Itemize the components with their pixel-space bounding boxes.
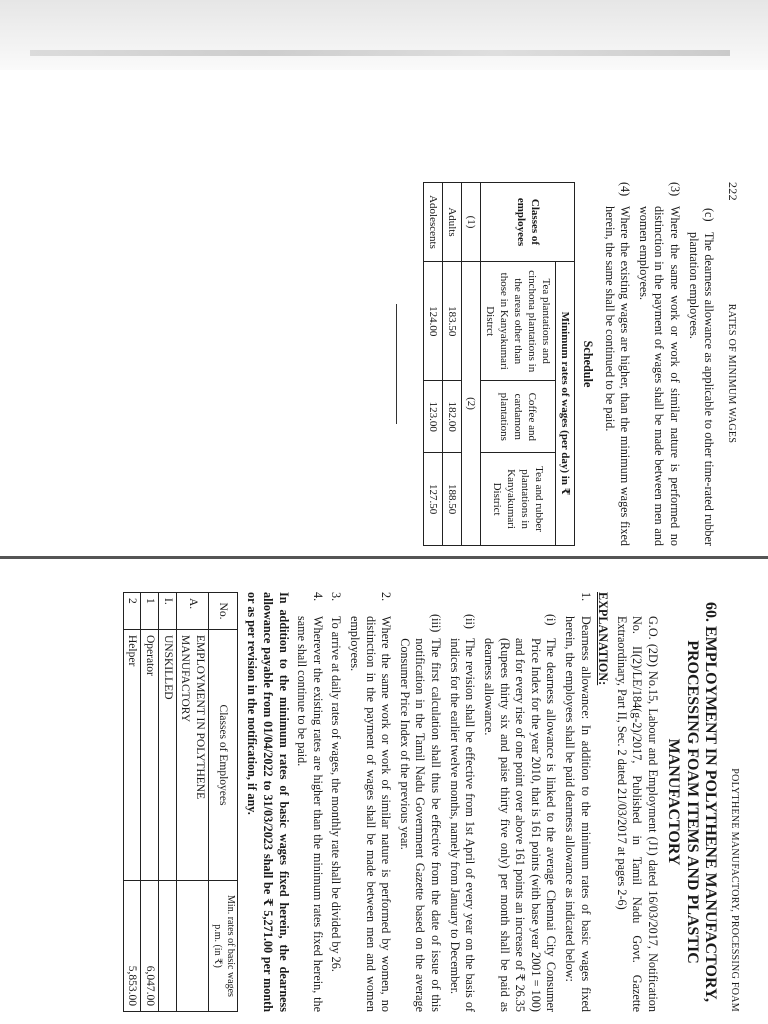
sub-header-tea-cinchona: Tea plantations and cinchona plantations in the areas other than those in Kanyakumari Distrct — [480, 262, 555, 381]
wages-table — [123, 592, 238, 1012]
paragraph-3: (3) Where the same work or work of similar nature is performed no distinction in the payment of wages shall be made between men and women employees. — [636, 182, 682, 546]
col-min-rates: Min. rates of basic wages p.m. (in ₹) — [209, 881, 238, 1012]
upper-running-head — [724, 182, 740, 546]
table-row: 2 Helper 5,853.00 — [123, 593, 141, 1012]
explanation-sub-iii: (iii) The first calculation shall thus be effective from the date of issue of this notification in the Tamil Nadu Government Gazette based on the average Consumer Price Index of the previous year. — [397, 614, 444, 1012]
table-row: I. UNSKILLED — [159, 593, 177, 1012]
table-row: Adolescents 124.00 123.00 127.50 — [423, 183, 442, 546]
upper-page — [200, 182, 740, 546]
dearness-allowance-note: In addition to the minimum rates of basic wages fixed herein, the dearness allowance payable from 01/04/2022 to 31/03/2023 shall be ₹ 5,271.00 per month or as per revision in the notification, if any. — [245, 592, 291, 1012]
section-title: 60. EMPLOYMENT IN POLYTHENE MANUFACTORY, PROCESSING FOAM ITEMS AND PLASTIC MANUFACTORY — [665, 601, 720, 1003]
schedule-title: Schedule — [580, 340, 595, 388]
page-top-shadow — [0, 0, 768, 70]
explanation-item-3: 3. To arrive at daily rates of wages, the monthly rate shall be divided by 26. — [329, 592, 344, 972]
table-row: 1 Operator 6,047.00 — [141, 593, 159, 1012]
sub-header-coffee-cardamom: Coffee and cardamom plantations — [480, 381, 555, 453]
page-number: 222 — [726, 182, 740, 201]
end-rule — [396, 304, 397, 424]
explanation-item-4: 4. Wherever the existing rates are higher than the minimum rates fixed herein, the same shall continue to be paid. — [295, 592, 325, 1012]
paragraph-c: (c) The dearness allowance as applicable to other time-rated rubber plantation employees. — [686, 208, 717, 546]
book-spine-line — [0, 556, 768, 559]
paragraph-4: (4) Where the existing wages are higher, than the minimum wages fixed herein, the same shall be continued to be paid. — [602, 182, 633, 546]
scan-edge-stroke — [30, 50, 730, 56]
explanation-heading: EXPLANATION: — [596, 592, 611, 686]
running-head-title: RATES OF MINIMUM WAGES — [726, 303, 737, 444]
table-row: Adults 183.50 182.00 188.50 — [442, 183, 461, 546]
col-minimum-rates: Minimum rates of wages (per day) in ₹ — [556, 262, 575, 546]
lower-running-head — [727, 592, 740, 1012]
schedule-table — [423, 182, 576, 546]
explanation-item-1: 1. Dearness allowance: In addition to the minimum rates of basic wages fixed herein, the employees shall be paid dearness allowance as indicated below: — [562, 592, 593, 1012]
explanation-item-2: 2. Where the same work or work of similar nature is performed by women, no distinction in the payment of wages shall be made between men and women employees. — [348, 592, 394, 1012]
sub-header-tea-rubber: Tea and rubber plantations in Kanyakumari District — [480, 453, 555, 546]
col-no: No. — [209, 593, 238, 630]
lower-page — [126, 592, 740, 1012]
explanation-sub-ii: (ii) The revision shall be effective from 1st April of every year on the basis of indices for the earlier twelve months, namely from January to December. — [447, 614, 478, 1012]
column-number-1: (1) — [461, 183, 480, 262]
explanation-sub-i: (i) The dearness allowance is linked to the average Chennai City Consumer Price Index for the year 2010, that is 161 points (with base year 2001 = 100) and for every rise of one point over above 161 points an increase of ₹ 26.35 (Rupees thirty six and paise thirty five only) per month shall be paid as dearness allowance. — [481, 614, 559, 1012]
government-order-reference: G.O. (2D) No.15, Labour and Employment (J1) dated 16/03/2017, Notification No. II(2)/LE/184(g-2)/2017, Published in Tamil Nadu Govt. Gazette Extraordinary, Part II, Sec. 2 dated 21/03/2017 at pages 2-6) — [614, 616, 661, 1012]
table-row: A. EMPLOYMENT IN POLYTHENE MANUFACTORY — [176, 593, 208, 1012]
column-number-2: (2) — [461, 262, 480, 546]
col-classes-of-employees: Classes of Employees — [209, 630, 238, 881]
col-classes-of-employees: Classes of employees — [480, 183, 574, 262]
running-head-title: POLYTHENE MANUFACTORY, PROCESSING FOAM — [729, 768, 740, 1012]
